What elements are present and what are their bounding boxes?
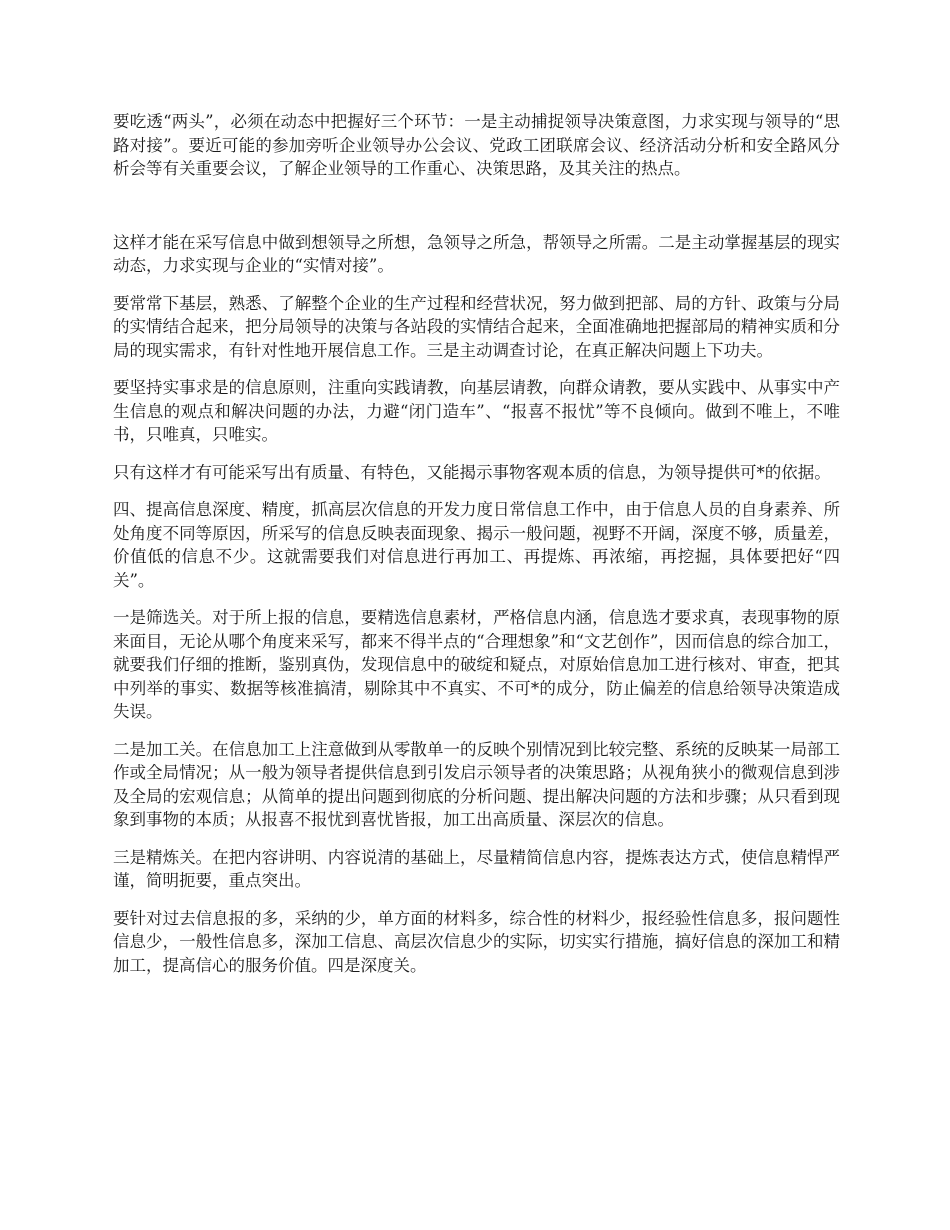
paragraph-8: 二是加工关。在信息加工上注意做到从零散单一的反映个别情况到比较完整、系统的反映某一局部工作或全局情况；从一般为领导者提供信息到引发启示领导者的决策思路；从视角狭小的微观信息到涉及全局的宏观信息；从简单的提出问题到彻底的分析问题、提出解决问题的方法和步骤；从只看到现象到事物的本质；从报喜不报忧到喜忧皆报，加工出高质量、深层次的信息。 [113,739,840,829]
paragraph-7: 一是筛选关。对于所上报的信息，要精选信息素材，严格信息内涵，信息选才要求真，表现事物的原来面目，无论从哪个角度来采写，都来不得半点的“合理想象”和“文艺创作”，因而信息的综合加工，就要我们仔细的推断，鉴别真伪，发现信息中的破绽和疑点，对原始信息加工进行核对、审查，把其中列举的事实、数据等核准搞清，剔除其中不真实、不可*的成分，防止偏差的信息给领导决策造成失误。 [113,608,840,721]
document-body [113,110,840,991]
paragraph-10: 要针对过去信息报的多，采纳的少，单方面的材料多，综合性的材料少，报经验性信息多，报问题性信息少，一般性信息多，深加工信息、高层次信息少的实际，切实实行措施，搞好信息的深加工和精加工，提高信心的服务价值。四是深度关。 [113,908,840,975]
paragraph-1: 要吃透“两头”，必须在动态中把握好三个环节：一是主动捕捉领导决策意图，力求实现与领导的“思路对接”。要近可能的参加旁听企业领导办公会议、党政工团联席会议、经济活动分析和安全路风分析会等有关重要会议，了解企业领导的工作重心、决策思路，及其关注的热点。 [113,112,840,178]
paragraph-9: 三是精炼关。在把内容讲明、内容说清的基础上，尽量精简信息内容，提炼表达方式，使信息精悍严谨，简明扼要，重点突出。 [113,847,840,890]
paragraph-4: 要坚持实事求是的信息原则，注重向实践请教，向基层请教，向群众请教，要从实践中、从事实中产生信息的观点和解决问题的办法，力避“闭门造车”、“报喜不报忧”等不良倾向。做到不唯上，不唯书，只唯真，只唯实。 [113,378,840,444]
paragraph-5: 只有这样才有可能采写出有质量、有特色，又能揭示事物客观本质的信息，为领导提供可*的依据。 [113,462,831,482]
paragraph-2: 这样才能在采写信息中做到想领导之所想，急领导之所急，帮领导之所需。二是主动掌握基层的现实动态，力求实现与企业的“实情对接”。 [113,232,840,275]
paragraph-3: 要常常下基层，熟悉、了解整个企业的生产过程和经营状况，努力做到把部、局的方针、政策与分局的实情结合起来，把分局领导的决策与各站段的实情结合起来，全面准确地把握部局的精神实质和分局的现实需求，有针对性地开展信息工作。三是主动调查讨论，在真正解决问题上下功夫。 [113,293,840,360]
paragraph-6: 四、提高信息深度、精度，抓高层次信息的开发力度日常信息工作中，由于信息人员的自身素养、所处角度不同等原因，所采写的信息反映表面现象、揭示一般问题，视野不开阔，深度不够，质量差，价值低的信息不少。这就需要我们对信息进行再加工、再提炼、再浓缩，再挖掘，具体要把好“四关”。 [113,500,840,590]
